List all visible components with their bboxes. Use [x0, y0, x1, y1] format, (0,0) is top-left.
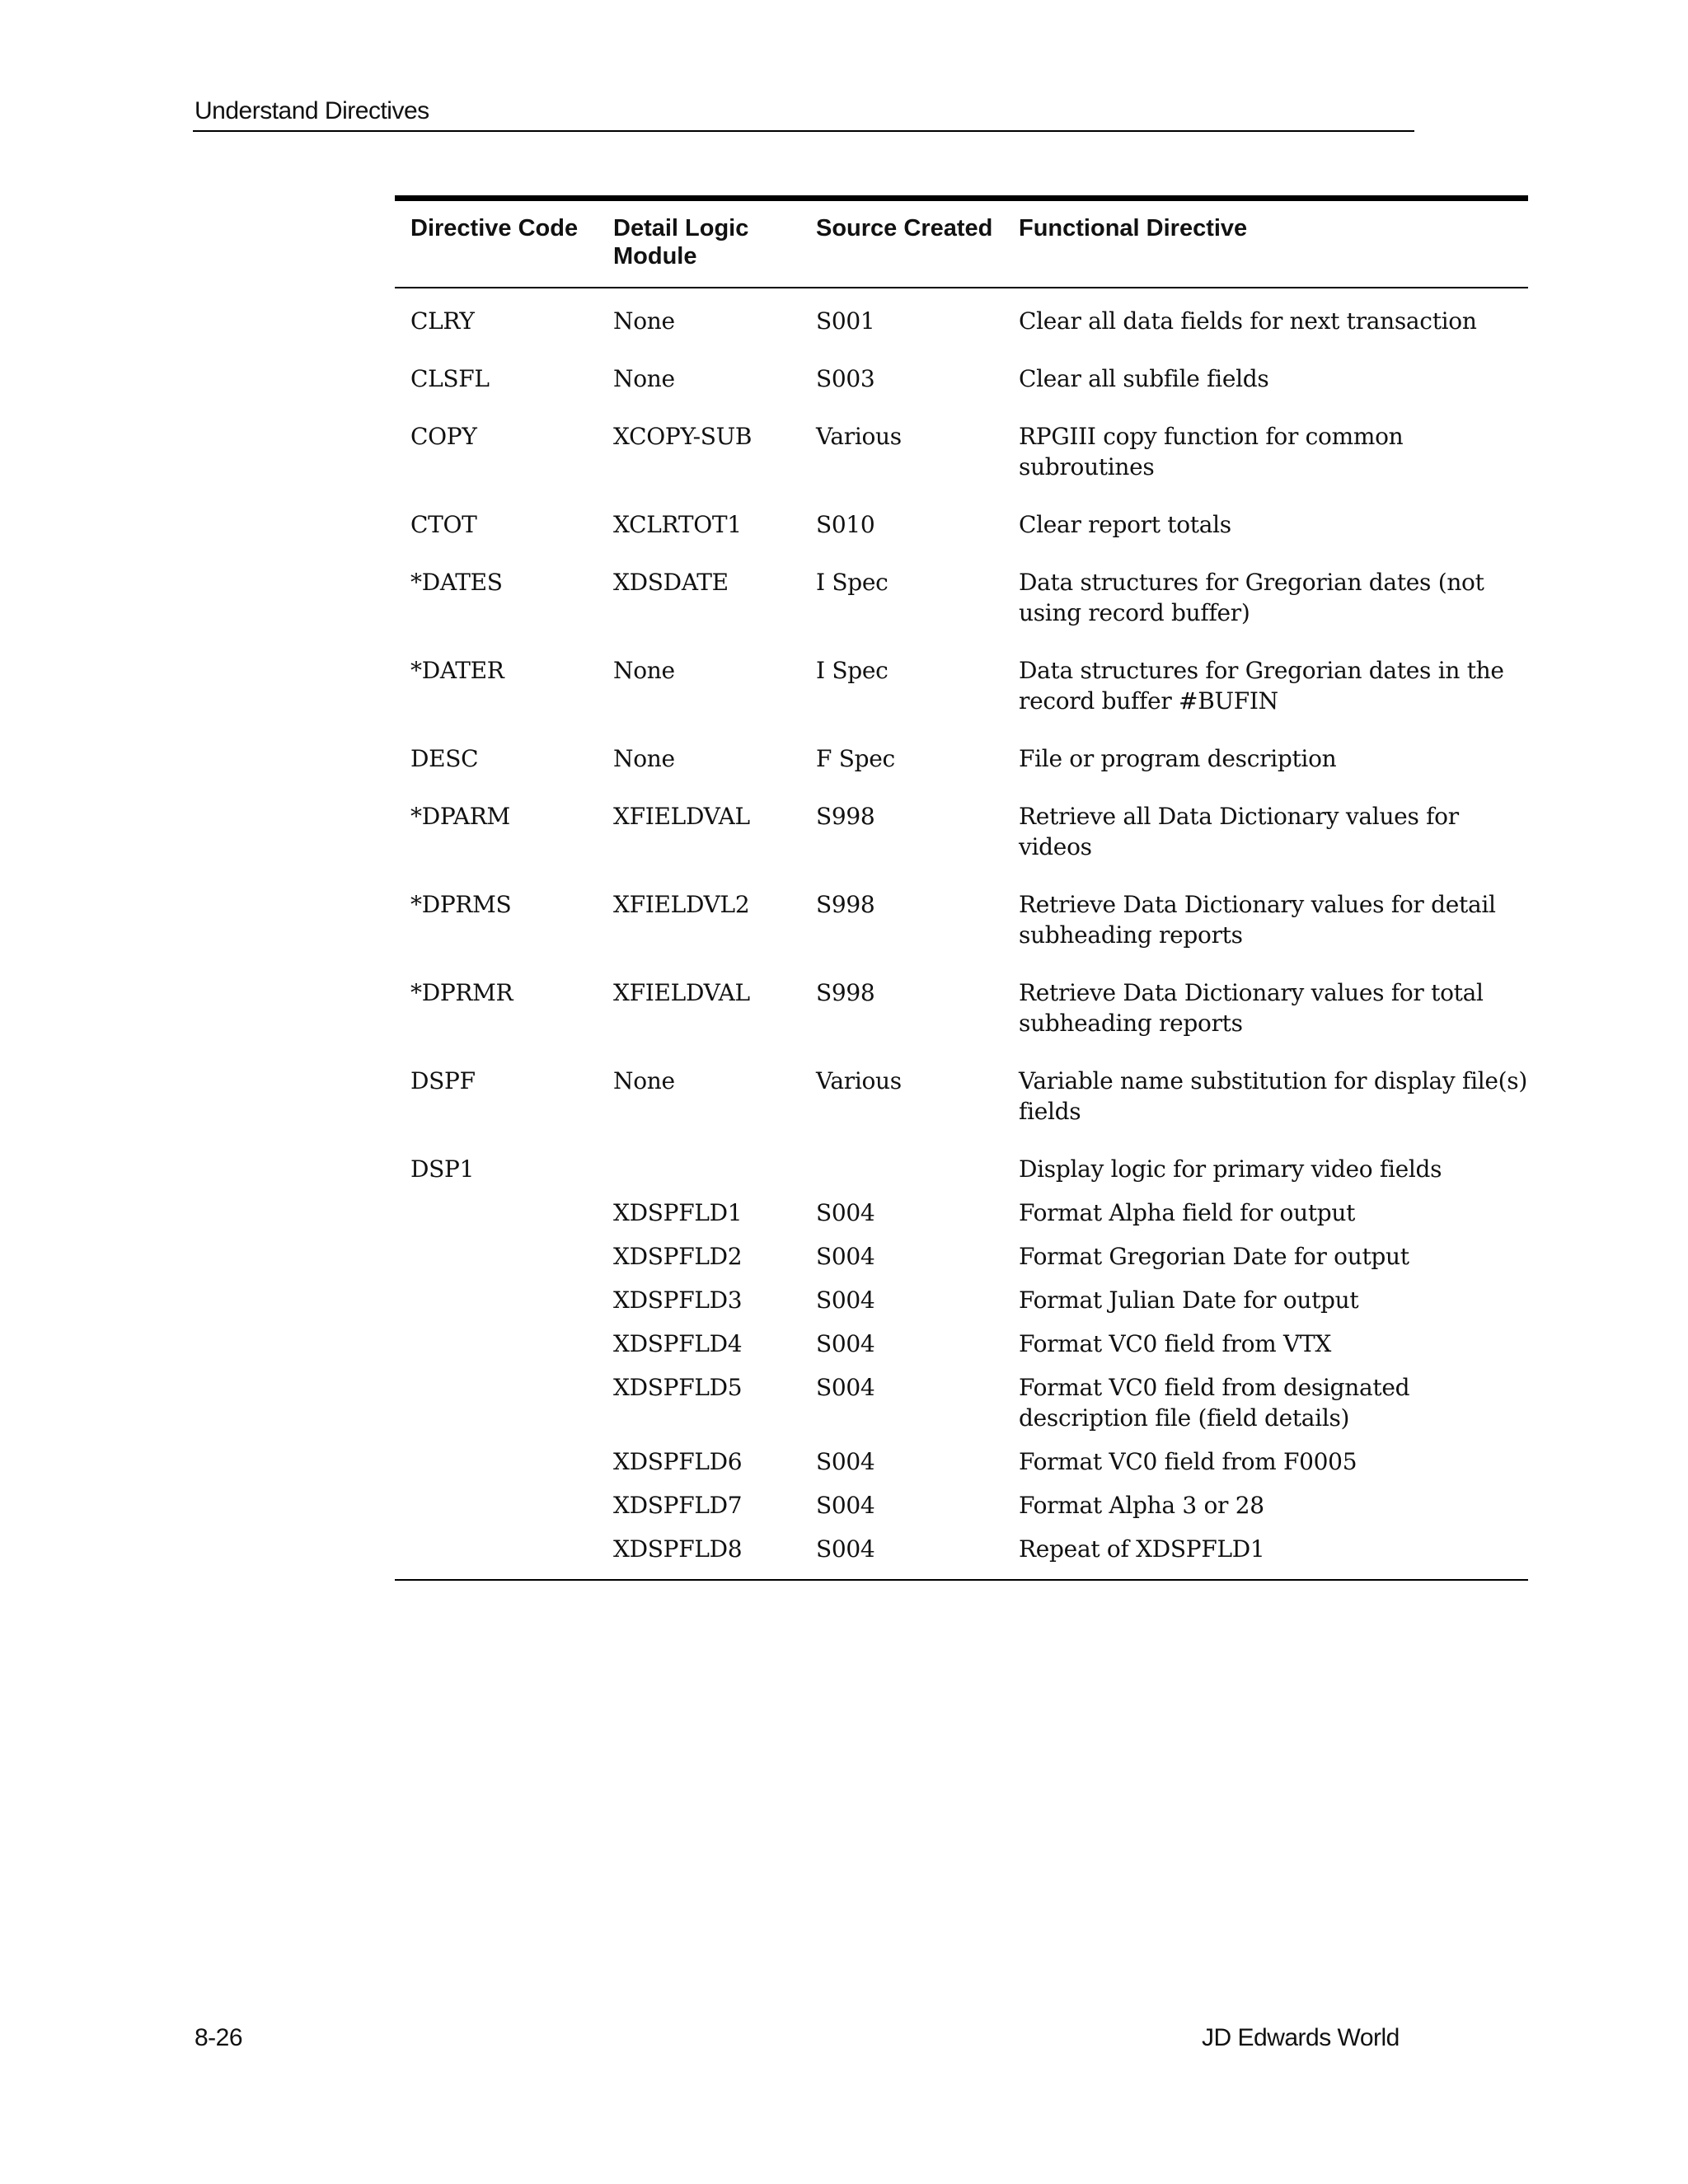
- detail-logic-module-cell: None: [613, 657, 675, 684]
- table-row: [395, 1127, 1528, 1184]
- functional-directive-cell: Retrieve all Data Dictionary values for videos: [1019, 803, 1459, 860]
- functional-directive-cell: Retrieve Data Dictionary values for total subheading reports: [1019, 979, 1484, 1037]
- functional-directive-cell: Retrieve Data Dictionary values for detail subheading reports: [1019, 891, 1496, 949]
- source-created-cell: S998: [816, 979, 875, 1006]
- functional-directive-cell: Format Julian Date for output: [1019, 1286, 1359, 1314]
- source-created-cell: S010: [816, 511, 875, 538]
- table-row: [395, 1272, 1528, 1315]
- directive-code-cell: *DPARM: [410, 803, 510, 830]
- directive-code-cell: COPY: [410, 423, 477, 450]
- source-created-cell: S003: [816, 365, 875, 392]
- source-created-cell: S004: [816, 1199, 875, 1226]
- table-row: [395, 394, 1528, 482]
- column-header-source-created: Source Created: [816, 215, 993, 241]
- source-created-cell: S998: [816, 891, 875, 918]
- detail-logic-module-cell: XDSPFLD5: [613, 1374, 743, 1401]
- functional-directive-cell: Data structures for Gregorian dates (not using record buffer): [1019, 569, 1484, 626]
- directive-code-cell: *DPRMR: [410, 979, 513, 1006]
- table-row: [395, 628, 1528, 716]
- source-created-cell: I Spec: [816, 569, 889, 596]
- column-header-detail-logic-module: Detail Logic Module: [613, 215, 749, 269]
- detail-logic-module-cell: XDSDATE: [613, 569, 729, 596]
- directive-code-cell: DSPF: [410, 1067, 476, 1094]
- table-row: [395, 1477, 1528, 1521]
- table-row: [395, 1038, 1528, 1127]
- table-row: [395, 950, 1528, 1038]
- directive-code-cell: *DATER: [410, 657, 504, 684]
- functional-directive-cell: Format VC0 field from VTX: [1019, 1330, 1331, 1357]
- functional-directive-cell: Repeat of XDSPFLD1: [1019, 1535, 1265, 1563]
- table-row: [395, 1433, 1528, 1477]
- directive-code-cell: [395, 1477, 598, 1521]
- table-row: [395, 716, 1528, 774]
- source-created-cell: S004: [816, 1286, 875, 1314]
- source-created-cell: Various: [816, 423, 902, 450]
- functional-directive-cell: Format Alpha field for output: [1019, 1199, 1356, 1226]
- directive-code-cell: DESC: [410, 745, 479, 772]
- directive-code-cell: [395, 1359, 598, 1433]
- table-bottom-rule: [395, 1579, 1528, 1581]
- directive-code-cell: [395, 1315, 598, 1359]
- source-created-cell: S004: [816, 1535, 875, 1563]
- running-header: Understand Directives: [195, 97, 429, 124]
- table-row: [395, 482, 1528, 540]
- functional-directive-cell: Data structures for Gregorian dates in the record buffer #BUFIN: [1019, 657, 1504, 715]
- source-created-cell: F Spec: [816, 745, 895, 772]
- detail-logic-module-cell: XCOPY-SUB: [613, 423, 753, 450]
- source-created-cell: Various: [816, 1067, 902, 1094]
- source-created-cell: I Spec: [816, 657, 889, 684]
- directives-table: [395, 195, 1528, 1581]
- source-created-cell: [800, 1127, 1003, 1184]
- page-number: 8-26: [195, 2024, 243, 2051]
- table-top-rule: [395, 195, 1528, 201]
- directive-code-cell: [395, 1521, 598, 1564]
- table-row: [395, 1184, 1528, 1228]
- functional-directive-cell: File or program description: [1019, 745, 1337, 772]
- source-created-cell: S004: [816, 1448, 875, 1475]
- detail-logic-module-cell: XDSPFLD3: [613, 1286, 743, 1314]
- detail-logic-module-cell: None: [613, 1067, 675, 1094]
- directive-code-cell: *DATES: [410, 569, 503, 596]
- functional-directive-cell: RPGIII copy function for common subroutines: [1019, 423, 1404, 480]
- column-header-directive-code: Directive Code: [410, 215, 579, 241]
- table-row: [395, 288, 1528, 336]
- functional-directive-cell: Format Alpha 3 or 28: [1019, 1492, 1264, 1519]
- directive-code-cell: [395, 1433, 598, 1477]
- directive-code-cell: [395, 1228, 598, 1272]
- directive-code-cell: *DPRMS: [410, 891, 512, 918]
- functional-directive-cell: Clear all data fields for next transaction: [1019, 307, 1477, 335]
- detail-logic-module-cell: None: [613, 307, 675, 335]
- table-row: [395, 774, 1528, 862]
- source-created-cell: S001: [816, 307, 875, 335]
- functional-directive-cell: Format VC0 field from designated description file (field details): [1019, 1374, 1410, 1432]
- detail-logic-module-cell: XFIELDVAL: [613, 803, 750, 830]
- detail-logic-module-cell: XDSPFLD4: [613, 1330, 743, 1357]
- column-header-functional-directive: Functional Directive: [1019, 215, 1248, 241]
- detail-logic-module-cell: XDSPFLD6: [613, 1448, 743, 1475]
- detail-logic-module-cell: XDSPFLD1: [613, 1199, 743, 1226]
- source-created-cell: S004: [816, 1243, 875, 1270]
- directive-code-cell: CTOT: [410, 511, 477, 538]
- detail-logic-module-cell: XCLRTOT1: [613, 511, 742, 538]
- table-row: [395, 1315, 1528, 1359]
- table-row: [395, 540, 1528, 628]
- functional-directive-cell: Clear report totals: [1019, 511, 1231, 538]
- functional-directive-cell: Variable name substitution for display file(s) fields: [1019, 1067, 1527, 1125]
- directive-code-cell: [395, 1272, 598, 1315]
- detail-logic-module-cell: None: [613, 745, 675, 772]
- functional-directive-cell: Format VC0 field from F0005: [1019, 1448, 1357, 1475]
- directive-code-cell: DSP1: [410, 1155, 475, 1183]
- footer-product-name: JD Edwards World: [1202, 2024, 1400, 2051]
- detail-logic-module-cell: [598, 1127, 800, 1184]
- detail-logic-module-cell: XDSPFLD8: [613, 1535, 743, 1563]
- detail-logic-module-cell: XDSPFLD2: [613, 1243, 743, 1270]
- table-row: [395, 336, 1528, 394]
- table-row: [395, 862, 1528, 950]
- directive-code-cell: CLSFL: [410, 365, 490, 392]
- detail-logic-module-cell: XDSPFLD7: [613, 1492, 743, 1519]
- directive-code-cell: CLRY: [410, 307, 475, 335]
- source-created-cell: S004: [816, 1492, 875, 1519]
- header-rule: [193, 130, 1414, 132]
- detail-logic-module-cell: XFIELDVL2: [613, 891, 750, 918]
- detail-logic-module-cell: XFIELDVAL: [613, 979, 750, 1006]
- table-header-row: [395, 201, 1528, 287]
- source-created-cell: S004: [816, 1330, 875, 1357]
- detail-logic-module-cell: None: [613, 365, 675, 392]
- source-created-cell: S998: [816, 803, 875, 830]
- directive-code-cell: [395, 1184, 598, 1228]
- functional-directive-cell: Format Gregorian Date for output: [1019, 1243, 1409, 1270]
- table-row: [395, 1359, 1528, 1433]
- table-row: [395, 1228, 1528, 1272]
- table-body: [395, 288, 1528, 1564]
- functional-directive-cell: Display logic for primary video fields: [1019, 1155, 1442, 1183]
- source-created-cell: S004: [816, 1374, 875, 1401]
- table-row: [395, 1521, 1528, 1564]
- functional-directive-cell: Clear all subfile fields: [1019, 365, 1269, 392]
